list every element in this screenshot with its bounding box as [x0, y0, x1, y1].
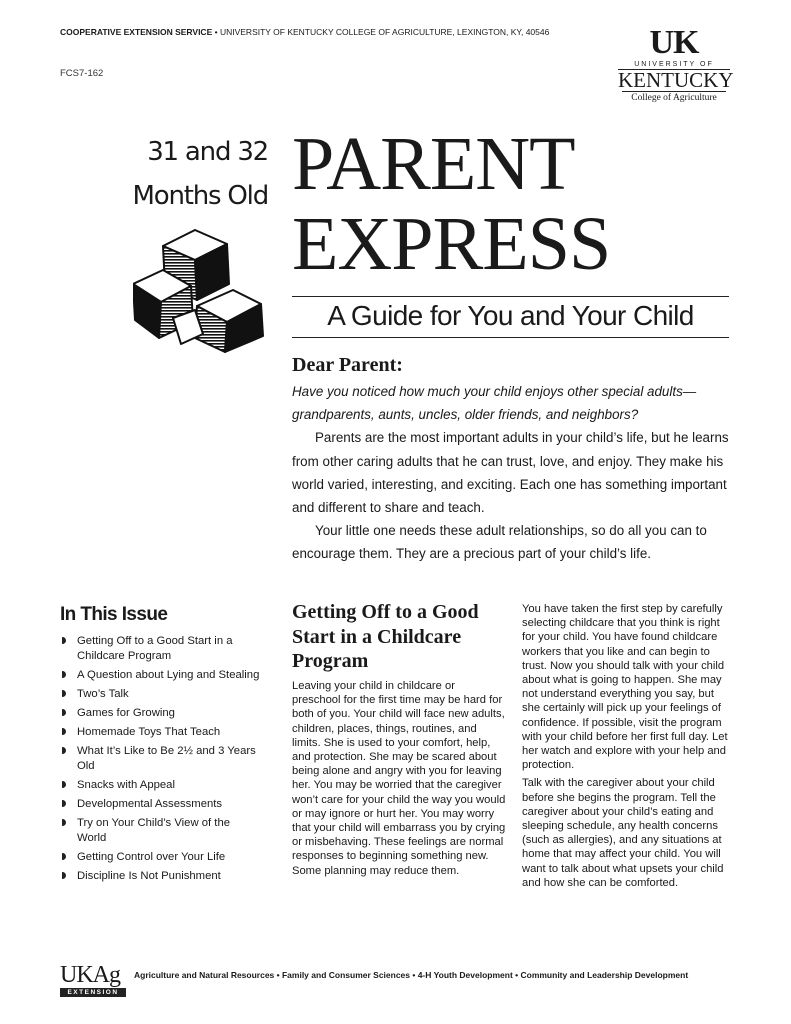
ukag-extension-logo — [60, 962, 128, 998]
ukag-logo-text: UKAg — [60, 962, 120, 988]
uk-logo-kentucky: KENTUCKY — [618, 68, 734, 92]
article-col2-paragraph-1: You have taken the first step by carefully selecting childcare that you think is right for your child. You have found childcare workers that you like and can begin to trust. Now you should talk with your child about what is going to happen. She may not understand everything you say, but she certainly will pick up your feelings of confidence. If possible, visit the program with your child before her first full day. Let her watch and explore with your help and protection. — [522, 603, 728, 772]
article-column-1: Leaving your child in childcare or preschool for the first time may be hard for both of you. Your child will face new adults, children, places, things, routines, and limits. She is used to your comfort, help, and protection. She may be scared about being alone and angry with you for leaving her. You may be worried that the caregiver won’t care for your child the way you would or may ignore or hurt her. You may worry that your child will embarrass you by crying or misbehaving. These feelings are normal responses to beginning something new. Some planning may reduce them. — [292, 680, 506, 877]
list-item: Snacks with Appeal — [60, 778, 260, 793]
list-item: Try on Your Child’s View of the World — [60, 816, 260, 846]
age-range — [100, 130, 268, 218]
title-line-1: PARENT — [292, 122, 575, 206]
dear-paragraph-2: Your little one needs these adult relationships, so do all you can to encourage them. They are a precious part of your child’s life. — [292, 523, 707, 562]
ukag-logo-extension: EXTENSION — [60, 988, 126, 997]
uk-logo-university: UNIVERSITY OF — [634, 61, 714, 68]
title-line-2: EXPRESS — [292, 202, 611, 286]
article-heading: Getting Off to a Good Start in a Childcare Program — [292, 601, 479, 672]
uk-logo — [616, 26, 732, 104]
dear-intro: Have you noticed how much your child enjoys other special adults—grandparents, aunts, uncles, older friends, and neighbors? — [292, 384, 697, 423]
affiliation-rest: • UNIVERSITY OF KENTUCKY COLLEGE OF AGRICULTURE, LEXINGTON, KY, 40546 — [212, 27, 550, 37]
list-item: Discipline Is Not Punishment — [60, 869, 260, 884]
list-item: Getting Control over Your Life — [60, 850, 260, 865]
list-item: Developmental Assessments — [60, 797, 260, 812]
list-item: Games for Growing — [60, 706, 260, 721]
header-affiliation — [60, 27, 549, 37]
list-item: A Question about Lying and Stealing — [60, 668, 260, 683]
list-item: Two’s Talk — [60, 687, 260, 702]
subtitle-rule-bottom — [292, 337, 729, 338]
list-item: What It’s Like to Be 2½ and 3 Years Old — [60, 744, 260, 774]
page-title — [292, 124, 610, 284]
list-item: Getting Off to a Good Start in a Childcare Program — [60, 634, 260, 664]
uk-logo-mark: UK — [649, 24, 699, 61]
dear-parent-letter — [292, 380, 729, 566]
in-this-issue-list — [60, 634, 260, 888]
page-subtitle: A Guide for You and Your Child — [327, 300, 694, 331]
publication-code: FCS7-162 — [60, 68, 104, 79]
blocks-illustration — [133, 226, 273, 356]
dear-parent-heading: Dear Parent: — [292, 354, 403, 376]
article-col2-paragraph-2: Talk with the caregiver about your child before she begins the program. Tell the caregiver about your child’s eating and sleeping schedule, any health concerns (such as allergies), and any situations at home that may affect your child. You will want to talk about what upsets your child and how she can be comforted. — [522, 777, 724, 889]
article-column-2 — [522, 602, 732, 894]
age-line-2: Months Old — [132, 181, 268, 211]
affiliation-bold: COOPERATIVE EXTENSION SERVICE — [60, 27, 213, 37]
age-line-1: 31 and 32 — [147, 137, 268, 167]
uk-logo-college: College of Agriculture — [622, 91, 726, 104]
in-this-issue-heading: In This Issue — [60, 604, 168, 625]
subtitle-rule-top — [292, 296, 729, 297]
list-item: Homemade Toys That Teach — [60, 725, 260, 740]
footer-programs: Agriculture and Natural Resources • Family and Consumer Sciences • 4-H Youth Development • Community and Leadership Development — [134, 970, 689, 980]
dear-paragraph-1: Parents are the most important adults in your child’s life, but he learns from other caring adults that he can trust, love, and enjoy. They make his world varied, interesting, and exciting. Each one has something important and different to share and teach. — [292, 430, 729, 516]
